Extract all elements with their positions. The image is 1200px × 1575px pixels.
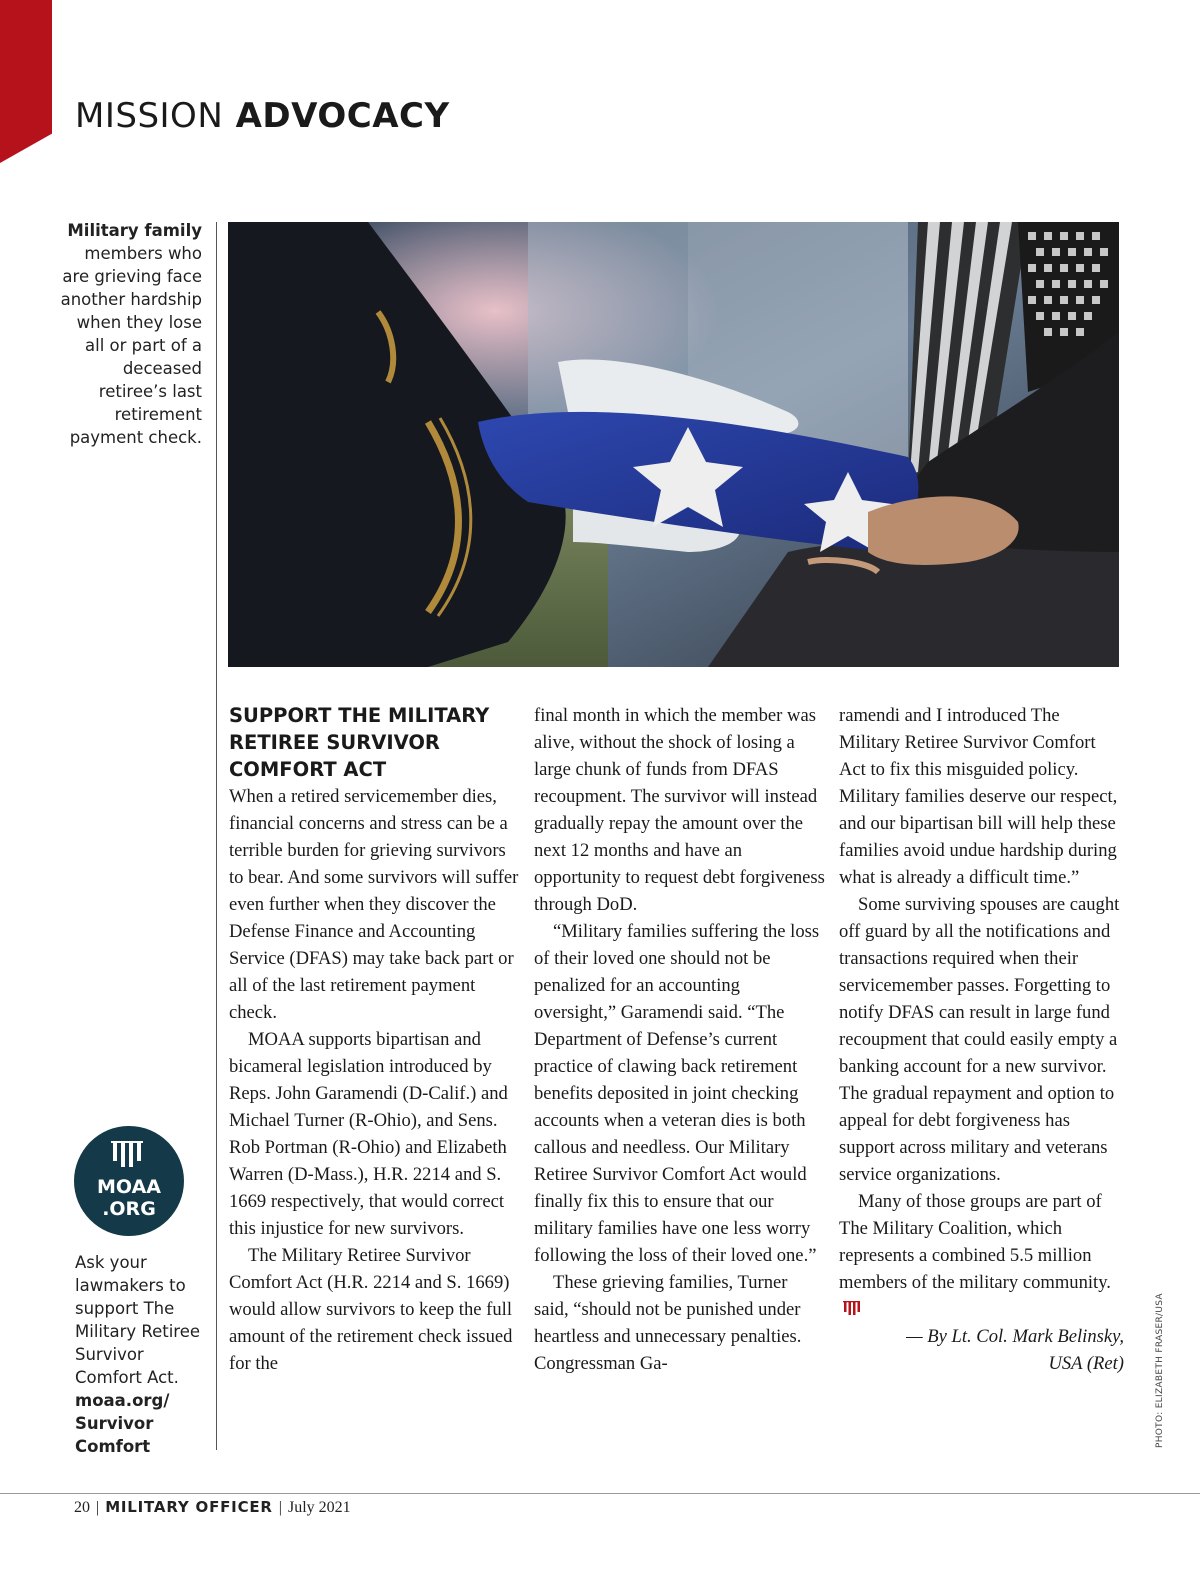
article-column-1 [229,702,521,1377]
byline-line-1: — By Lt. Col. Mark Belinsky, [906,1326,1124,1347]
red-corner-tab [0,0,52,163]
col2-paragraph-3: These grieving families, Turner said, “should not be punished under heartless and unnecessary penalties. Congressman Ga- [534,1272,802,1374]
byline-line-2: USA (Ret) [1048,1353,1124,1374]
section-title [75,96,450,136]
col3-paragraph-3-text: Many of those groups are part of The Military Coalition, which represents a combined 5.5 million members of the military community. [839,1191,1111,1293]
sidebar-cta-text: Ask your lawmakers to support The Military Retiree Survivor Comfort Act. [75,1253,201,1387]
photo-caption-text: members who are grieving face another hardship when they lose all or part of a deceased retiree’s last retirement payment check. [60,244,202,447]
col3-paragraph-1: ramendi and I introduced The Military Retiree Survivor Comfort Act to fix this misguided policy. Military families deserve our respect, and our bipartisan bill will help these families avoid undue hardship during what is already a difficult time.” [839,705,1118,888]
photo-caption [60,219,202,449]
col2-paragraph-2: “Military families suffering the loss of their loved one should not be penalized for an accounting oversight,” Garamendi said. “The Department of Defense’s current practice of clawing back retirement benefits deposited in joint checking accounts when a veteran dies is both callous and needless. Our Military Retiree Survivor Comfort Act would finally fix this to ensure that our military families have one less worry following the loss of their loved one.” [534,921,820,1266]
sidebar-link-line-3[interactable]: Comfort [75,1437,151,1456]
magazine-name: MILITARY OFFICER [105,1498,273,1516]
footer-rule [0,1493,1200,1494]
photo-credit: PHOTO: ELIZABETH FRASER/USA [1155,1293,1165,1448]
badge-line-2: .ORG [102,1198,156,1220]
section-title-light: MISSION [75,96,224,136]
section-title-bold: ADVOCACY [235,96,450,136]
sidebar-call-to-action [75,1251,215,1458]
page-number: 20 [74,1499,90,1516]
col1-paragraph-1: When a retired servicemember dies, financial concerns and stress can be a terrible burden for grieving survivors to bear. And some survivors will suffer even further when they discover the Defense Finance and Accounting Service (DFAS) may take back part or all of the last retirement payment check. [229,786,519,1023]
flag-photo-illustration [228,222,1119,667]
vertical-divider [216,222,217,1450]
footer-separator: | [278,1499,282,1516]
col3-paragraph-3 [839,1188,1124,1323]
issue-date: July 2021 [287,1499,351,1516]
sidebar-link-line-1[interactable]: moaa.org/ [75,1391,170,1410]
col2-paragraph-1: final month in which the member was alive, without the shock of losing a large chunk of funds from DFAS recoupment. The survivor will instead gradually repay the amount over the next 12 months and have an opportunity to request debt forgiveness through DoD. [534,705,825,915]
col1-paragraph-2: MOAA supports bipartisan and bicameral legislation introduced by Reps. John Garamendi (D-Calif.) and Michael Turner (R-Ohio), and Sens. Rob Portman (R-Ohio) and Elizabeth Warren (D-Mass.), H.R. 2214 and S. 1669 respectively, that would correct this injustice for new survivors. [229,1029,508,1239]
sidebar-link-line-2[interactable]: Survivor [75,1414,154,1433]
article-column-2 [534,702,826,1377]
footer-separator: | [96,1499,100,1516]
badge-line-1: MOAA [97,1176,161,1198]
col3-paragraph-2: Some surviving spouses are caught off guard by all the notifications and transactions required when their servicemember passes. Forgetting to notify DFAS can result in large fund recoupment that could easily empty a banking account for a new survivor. The gradual repayment and option to appeal for debt forgiveness has support across military and veterans service organizations. [839,894,1120,1185]
flag-folding-photo [228,222,1119,667]
moaa-org-badge[interactable] [74,1126,184,1236]
article-column-3 [839,702,1124,1377]
page-footer [74,1498,351,1517]
end-mark-icon [843,1301,860,1316]
article-headline: SUPPORT THE MILITARY RETIREE SURVIVOR COMFORT ACT [229,704,490,781]
moaa-stripes-icon [111,1141,147,1169]
col1-paragraph-3: The Military Retiree Survivor Comfort Act (H.R. 2214 and S. 1669) would allow survivors to keep the full amount of the retirement check issued for the [229,1245,513,1374]
photo-caption-lead: Military family [67,221,202,240]
